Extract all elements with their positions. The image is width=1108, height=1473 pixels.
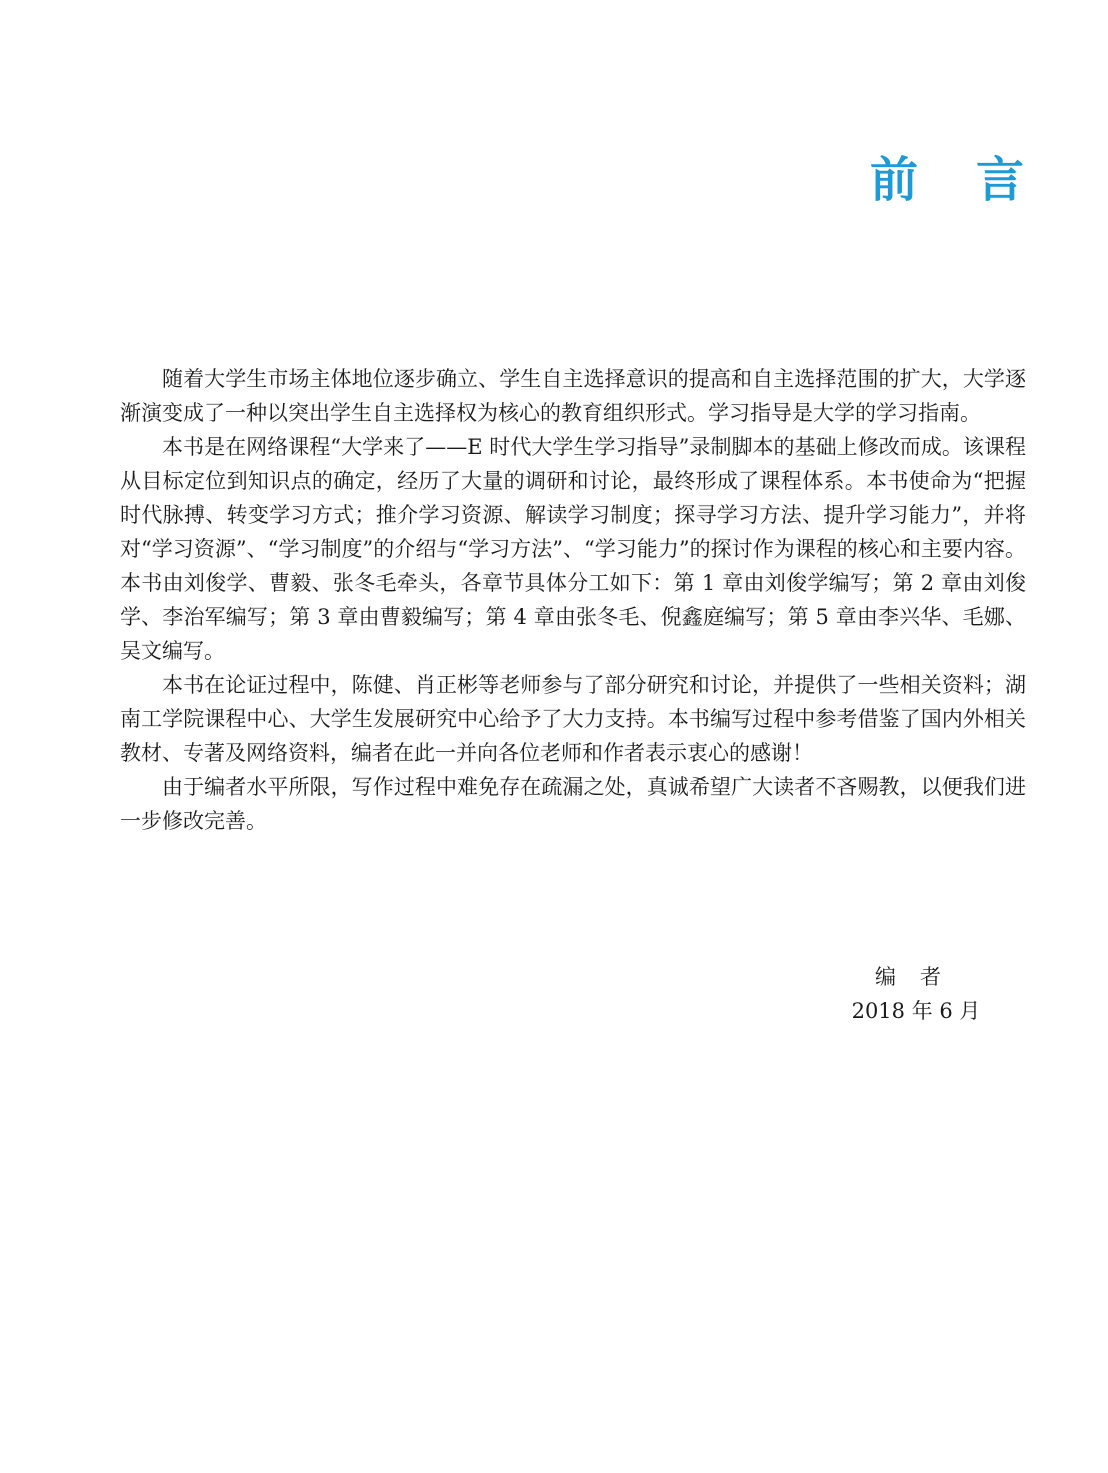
signature-date: 2018 年 6 月 <box>851 999 981 1023</box>
page-title: 前言 <box>869 152 1082 208</box>
signature-author: 编者 <box>875 965 965 989</box>
paragraph-4: 由于编者水平所限，写作过程中难免存在疏漏之处，真诚希望广大读者不吝赐教，以便我们进一步修改完善。 <box>120 775 1026 833</box>
paragraph-3: 本书在论证过程中，陈健、肖正彬等老师参与了部分研究和讨论，并提供了一些相关资料；湖南工学院课程中心、大学生发展研究中心给予了大力支持。本书编写过程中参考借鉴了国内外相关教材、专著及网络资料，编者在此一并向各位老师和作者表示衷心的感谢！ <box>120 673 1026 765</box>
paragraph-2: 本书是在网络课程“大学来了——E 时代大学生学习指导”录制脚本的基础上修改而成。该课程从目标定位到知识点的确定，经历了大量的调研和讨论，最终形成了课程体系。本书使命为“把握时代脉搏、转变学习方式；推介学习资源、解读学习制度；探寻学习方法、提升学习能力”，并将对“学习资源”、“学习制度”的介绍与“学习方法”、“学习能力”的探讨作为课程的核心和主要内容。本书由刘俊学、曹毅、张冬毛牵头，各章节具体分工如下：第 1 章由刘俊学编写；第 2 章由刘俊学、李治军编写；第 3 章由曹毅编写；第 4 章由张冬毛、倪鑫庭编写；第 5 章由李兴华、毛娜、吴文编写。 <box>120 435 1026 663</box>
preface-body <box>120 362 1026 838</box>
paragraph-1: 随着大学生市场主体地位逐步确立、学生自主选择意识的提高和自主选择范围的扩大，大学逐渐演变成了一种以突出学生自主选择权为核心的教育组织形式。学习指导是大学的学习指南。 <box>120 367 1026 425</box>
signature-block <box>838 960 981 1028</box>
